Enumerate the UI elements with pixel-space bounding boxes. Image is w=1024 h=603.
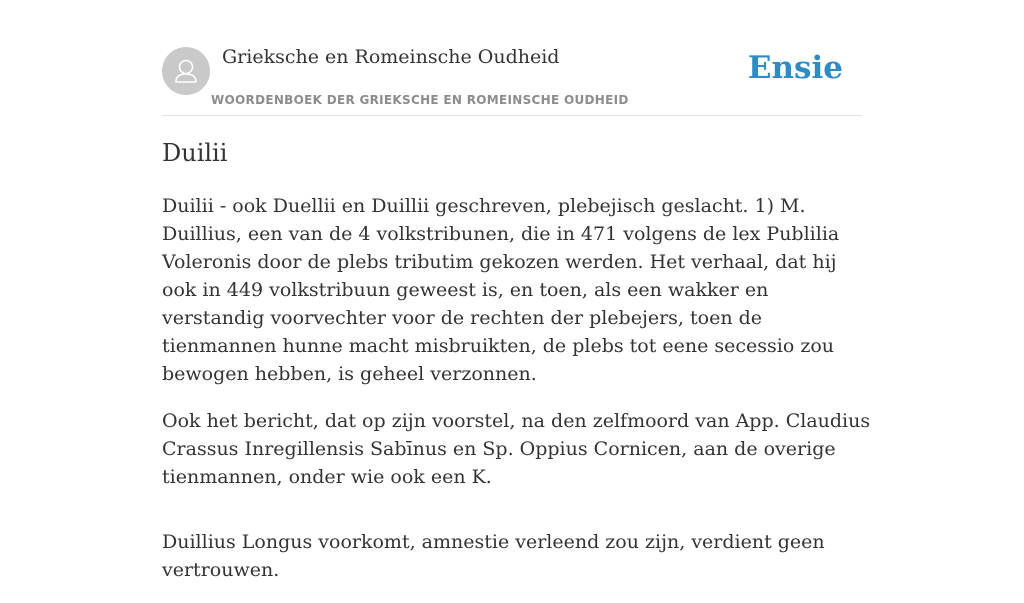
user-outline-icon: [162, 47, 210, 95]
ensie-logo-link[interactable]: Ensie: [747, 50, 843, 86]
article-body: [162, 192, 872, 603]
source-name-link[interactable]: Grieksche en Romeinsche Oudheid: [222, 46, 560, 68]
user-placeholder-icon[interactable]: [162, 47, 210, 95]
page-container: [162, 0, 871, 581]
article-paragraph: Duillius Longus voorkomt, amnestie verleend zou zijn, verdient geen vertrouwen.: [162, 531, 825, 581]
article-paragraph: Duilii - ook Duellii en Duillii geschreven, plebejisch geslacht. 1) M. Duillius, een van de 4 volkstribunen, die in 471 volgens de lex Publilia Voleronis door de plebs tributim gekozen werden. Het verhaal, dat hij ook in 449 volkstribuun geweest is, en toen, als een wakker en verstandig voorvechter voor de rechten der plebejers, toen de tienmannen hunne macht misbruikten, de plebs tot eene secessio zou bewogen hebben, is geheel verzonnen.: [162, 195, 840, 385]
source-header: [162, 0, 862, 116]
article-paragraph: Ook het bericht, dat op zijn voorstel, na den zelfmoord van App. Claudius Crassus Inregillensis Sabīnus en Sp. Oppius Cornicen, aan de overige tienmannen, onder wie ook een K.: [162, 410, 871, 488]
article-title: Duilii: [162, 139, 228, 167]
source-subtitle: WOORDENBOEK DER GRIEKSCHE EN ROMEINSCHE OUDHEID: [211, 93, 629, 107]
